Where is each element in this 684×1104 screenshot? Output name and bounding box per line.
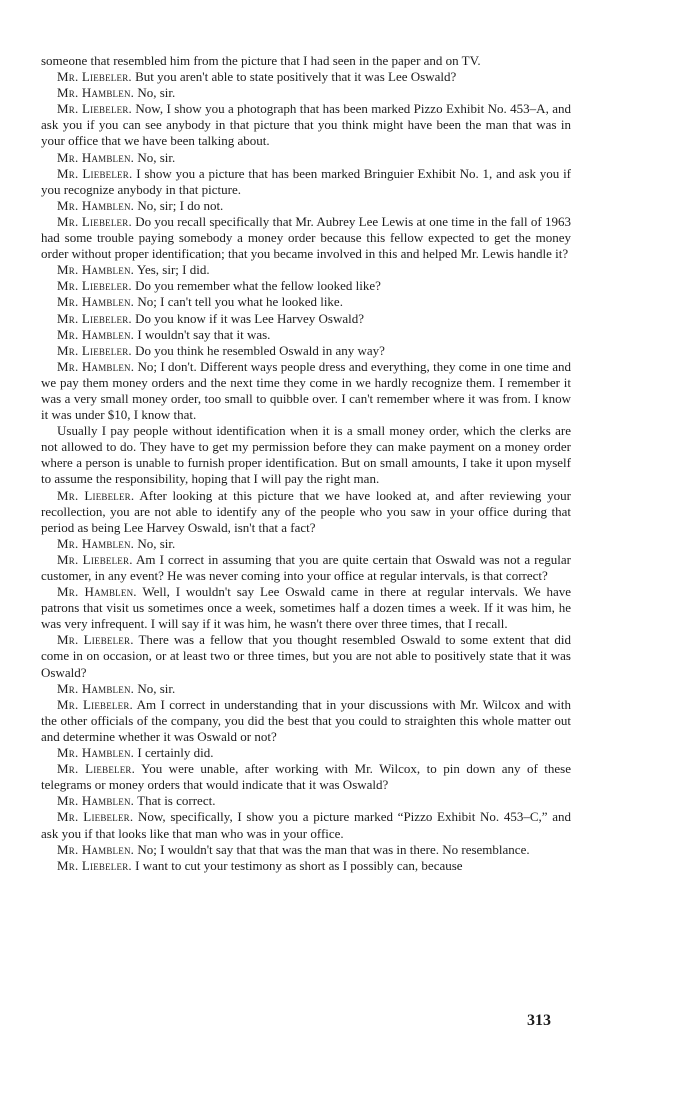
paragraph-text: No, sir. — [137, 149, 176, 165]
paragraph-text: I show you a picture that has been marked Bringuier Exhibit No. 1, and ask you if you recognize anybody in that picture. — [41, 165, 572, 197]
paragraph-text: Do you know if it was Lee Harvey Oswald? — [135, 310, 364, 326]
paragraph-28 — [41, 858, 571, 874]
paragraph-9 — [41, 278, 571, 294]
paragraph-text: I want to cut your testimony as short as I possibly can, because — [135, 857, 463, 873]
paragraph-text: Am I correct in assuming that you are quite certain that Oswald was not a regular customer, in any event? He was never coming into your office at regular intervals, is that correct? — [41, 551, 571, 583]
speaker-name: Mr. Hamblen. — [57, 294, 135, 310]
paragraph-11 — [41, 311, 571, 327]
speaker-name: Mr. Hamblen. — [57, 535, 135, 551]
speaker-name: Mr. Hamblen. — [57, 841, 135, 857]
paragraph-0 — [41, 53, 571, 69]
paragraph-5 — [41, 166, 571, 198]
paragraph-22 — [41, 697, 571, 745]
paragraph-3 — [41, 101, 571, 149]
speaker-name: Mr. Hamblen. — [57, 149, 135, 165]
speaker-name: Mr. Hamblen. — [57, 358, 135, 374]
paragraph-text: Am I correct in understanding that in your discussions with Mr. Wilcox and with the other officials of the company, you did the best that you could to straighten this whole matter out and determine whether it was Oswald or not? — [41, 696, 571, 744]
speaker-name: Mr. Liebeler. — [57, 857, 132, 873]
paragraph-15 — [41, 423, 571, 487]
paragraph-text: Yes, sir; I did. — [136, 262, 210, 278]
paragraph-text: After looking at this picture that we have looked at, and after reviewing your recollection, you are not able to identify any of the people who you saw in your office during that period as being Lee Harvey Oswald, isn't that a fact? — [41, 487, 571, 535]
paragraph-16 — [41, 488, 571, 536]
paragraph-text: No, sir. — [137, 680, 176, 696]
speaker-name: Mr. Liebeler. — [57, 487, 135, 503]
transcript-page — [41, 53, 571, 874]
speaker-name: Mr. Hamblen. — [57, 197, 135, 213]
paragraph-text: someone that resembled him from the picture that I had seen in the paper and on TV. — [41, 53, 481, 68]
speaker-name: Mr. Liebeler. — [57, 342, 132, 358]
paragraph-12 — [41, 327, 571, 343]
speaker-name: Mr. Liebeler. — [57, 632, 134, 648]
page-number: 313 — [527, 1012, 551, 1029]
speaker-name: Mr. Hamblen. — [57, 584, 137, 600]
paragraph-13 — [41, 343, 571, 359]
paragraph-6 — [41, 198, 571, 214]
speaker-name: Mr. Liebeler. — [57, 809, 134, 825]
paragraph-text: You were unable, after working with Mr. Wilcox, to pin down any of these telegrams or money orders that would indicate that it was Oswald? — [41, 761, 571, 793]
speaker-name: Mr. Hamblen. — [57, 85, 135, 101]
paragraph-25 — [41, 793, 571, 809]
speaker-name: Mr. Liebeler. — [57, 213, 132, 229]
speaker-name: Mr. Liebeler. — [57, 310, 132, 326]
paragraph-text: Usually I pay people without identification when it is a small money order, which the clerks are not allowed to do. They have to get my permission before they can make payment on a money order where a person is unable to furnish proper identification. But on small amounts, I take it upon myself to assume the responsibility, hoping that I will pay the right man. — [41, 423, 571, 487]
speaker-name: Mr. Liebeler. — [57, 696, 133, 712]
paragraph-10 — [41, 294, 571, 310]
paragraph-text: Now, I show you a photograph that has been marked Pizzo Exhibit No. 453–A, and ask you if you can see anybody in that picture that you think might have been the man that was in your office that we have been talking about. — [41, 101, 571, 149]
paragraph-text: I certainly did. — [137, 745, 214, 761]
speaker-name: Mr. Liebeler. — [57, 278, 132, 294]
paragraph-text: That is correct. — [137, 793, 216, 809]
paragraph-text: I wouldn't say that it was. — [137, 326, 271, 342]
paragraph-text: Now, specifically, I show you a picture marked “Pizzo Exhibit No. 453–C,” and ask you if that looks like that man who was in your office. — [41, 809, 571, 841]
paragraph-2 — [41, 85, 571, 101]
paragraph-text: Do you remember what the fellow looked like? — [135, 278, 381, 294]
speaker-name: Mr. Hamblen. — [57, 745, 135, 761]
paragraph-26 — [41, 809, 571, 841]
speaker-name: Mr. Liebeler. — [57, 761, 136, 777]
paragraph-24 — [41, 761, 571, 793]
speaker-name: Mr. Hamblen. — [57, 793, 135, 809]
speaker-name: Mr. Hamblen. — [57, 326, 135, 342]
paragraph-4 — [41, 150, 571, 166]
paragraph-18 — [41, 552, 571, 584]
paragraph-20 — [41, 632, 571, 680]
paragraph-text: No; I can't tell you what he looked like. — [137, 294, 343, 310]
paragraph-text: No; I wouldn't say that that was the man that was in there. No resemblance. — [137, 841, 530, 857]
paragraph-text: Well, I wouldn't say Lee Oswald came in there at regular intervals. We have patrons that visit us sometimes once a week, sometimes half a dozen times a week. If it was him, he was very infrequent. I will say if it was him, he wasn't there over three times, that I recall. — [41, 584, 572, 632]
paragraph-text: No; I don't. Different ways people dress and everything, they come in one time and we pay them money orders and the next time they come in we hardly recognize them. I remember it was a very small money order, too small to quibble over. I can't remember where it was from. I know it was under $10, I know that. — [41, 358, 571, 423]
paragraph-14 — [41, 359, 571, 423]
paragraph-8 — [41, 262, 571, 278]
paragraph-text: No, sir. — [137, 85, 176, 101]
paragraph-text: Do you think he resembled Oswald in any way? — [135, 342, 385, 358]
speaker-name: Mr. Liebeler. — [57, 165, 133, 181]
paragraph-23 — [41, 745, 571, 761]
speaker-name: Mr. Liebeler. — [57, 69, 132, 85]
speaker-name: Mr. Liebeler. — [57, 101, 132, 117]
paragraph-27 — [41, 842, 571, 858]
speaker-name: Mr. Hamblen. — [57, 262, 135, 278]
paragraph-1 — [41, 69, 571, 85]
paragraph-7 — [41, 214, 571, 262]
speaker-name: Mr. Hamblen. — [57, 680, 135, 696]
paragraph-21 — [41, 681, 571, 697]
paragraph-text: Do you recall specifically that Mr. Aubrey Lee Lewis at one time in the fall of 1963 had some trouble paying somebody a money order because this fellow expected to get the money order without proper identification; that you became involved in this and helped Mr. Lewis handle it? — [41, 213, 572, 262]
paragraph-19 — [41, 584, 571, 632]
paragraph-text: No, sir. — [137, 535, 176, 551]
paragraph-text: There was a fellow that you thought resembled Oswald to some extent that did come in on occasion, or at least two or three times, but you are not able to positively state that it was Oswald? — [41, 632, 571, 680]
paragraph-text: But you aren't able to state positively that it was Lee Oswald? — [135, 69, 457, 85]
speaker-name: Mr. Liebeler. — [57, 551, 133, 567]
paragraph-text: No, sir; I do not. — [137, 197, 224, 213]
paragraph-17 — [41, 536, 571, 552]
